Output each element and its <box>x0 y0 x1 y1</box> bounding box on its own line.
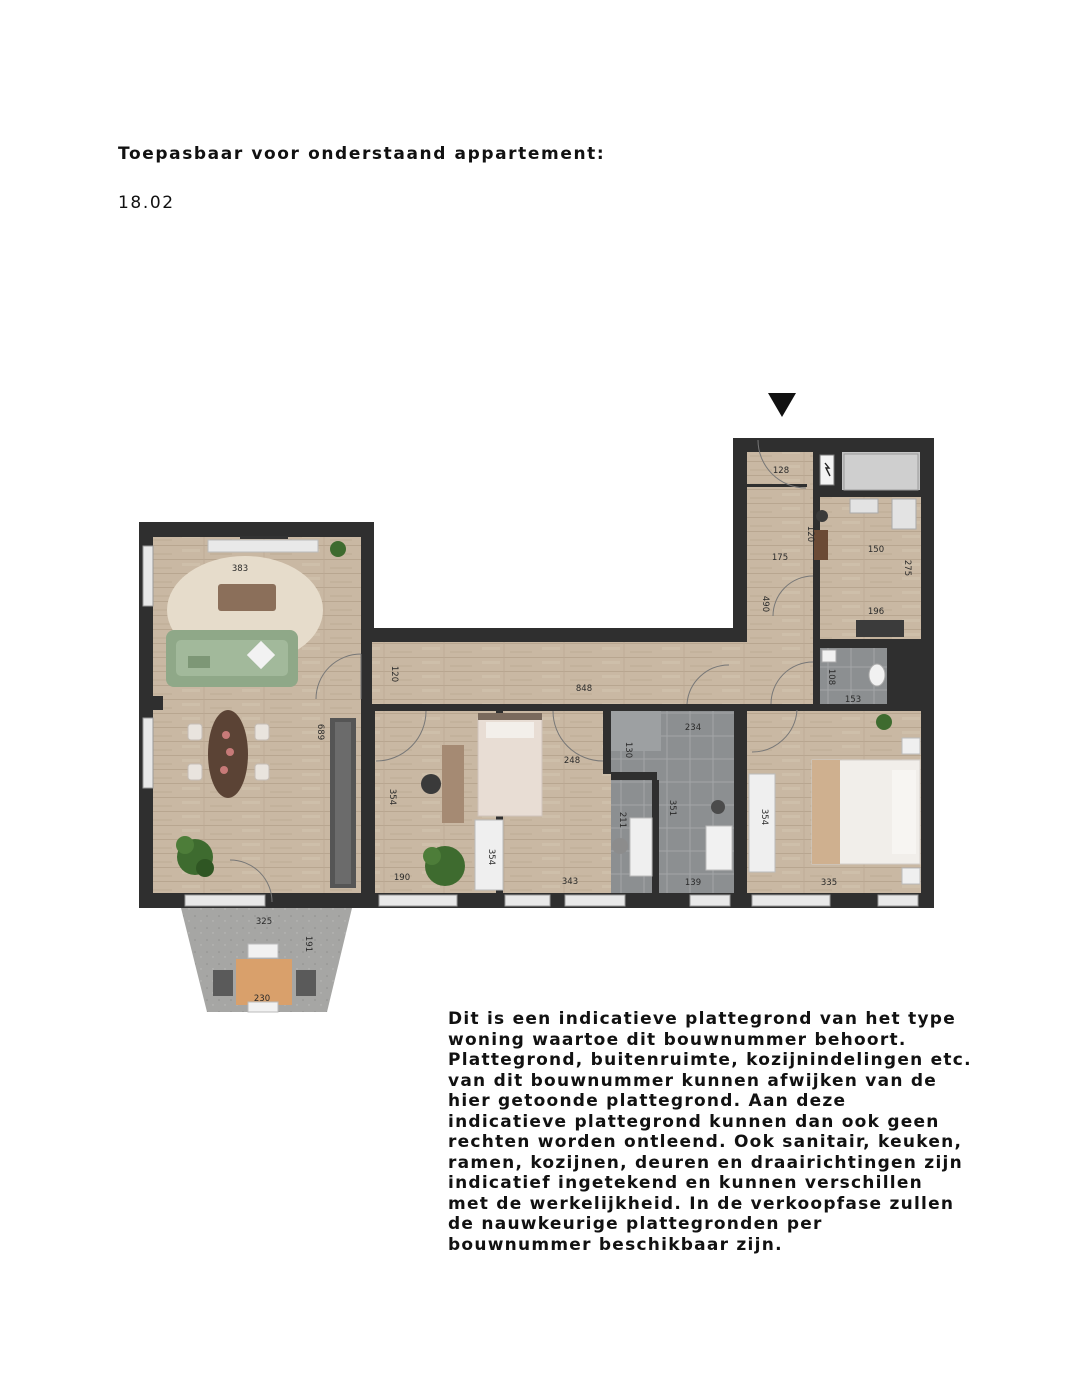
desk-chair <box>421 774 441 794</box>
toilet-bowl <box>869 664 885 686</box>
disclaimer-line: van dit bouwnummer kunnen afwijken van de <box>448 1070 938 1091</box>
shower <box>611 711 661 751</box>
entrance-arrow-icon <box>768 393 796 417</box>
boiler <box>856 620 904 637</box>
nightstand-bottom <box>902 868 920 884</box>
utility-unit <box>844 454 918 490</box>
bath-vanity <box>706 826 732 870</box>
dim-hall-depth: 120 <box>389 665 399 683</box>
bed-2-pillows <box>486 722 534 738</box>
dim-bedroom1-width: 335 <box>820 878 838 888</box>
dim-storage-depth: 275 <box>902 559 912 577</box>
dim-bedroom2-width: 343 <box>561 877 579 887</box>
washer <box>892 499 916 529</box>
nightstand-top <box>902 738 920 754</box>
disclaimer-line: bouwnummer beschikbaar zijn. <box>448 1234 783 1255</box>
dim-storage-width: 150 <box>867 545 885 555</box>
disclaimer-line: indicatief ingetekend en kunnen verschillen <box>448 1173 923 1193</box>
dim-bedroom2-depth: 211 <box>617 811 627 829</box>
disclaimer-line: woning waartoe dit bouwnummer behoort. <box>448 1029 907 1050</box>
disclaimer-line: Plattegrond, buitenruimte, kozijnindelingen etc. <box>448 1050 972 1070</box>
dim-toilet-depth: 108 <box>826 668 836 686</box>
tv <box>240 536 288 539</box>
chair-2 <box>612 838 628 854</box>
dim-meter-depth: 120 <box>805 525 815 543</box>
bed-1-throw <box>812 760 840 864</box>
disclaimer-line: de nauwkeurige plattegronden per <box>448 1214 823 1234</box>
dim-bathroom-width: 234 <box>684 723 702 733</box>
dim-entrance-depth: 490 <box>760 595 770 613</box>
dim-balcony-width: 325 <box>255 917 273 927</box>
toilet-basin <box>822 650 836 662</box>
dim-storage-lower: 196 <box>867 607 885 617</box>
coffee-table <box>218 584 276 611</box>
plant-bedroom <box>876 714 892 730</box>
dim-living-width: 383 <box>231 564 249 574</box>
dim-bathroom-bottom: 139 <box>684 878 702 888</box>
dim-balcony-bottom: 230 <box>253 994 271 1004</box>
dim-bedroom2-wardrobe: 354 <box>486 848 496 866</box>
dim-bedroom2-top: 248 <box>563 756 581 766</box>
dim-balcony-depth: 191 <box>303 935 313 953</box>
kitchen-worktop <box>335 722 351 884</box>
storage-shelf <box>850 499 878 513</box>
dim-study-depth: 354 <box>387 788 397 806</box>
desk-2 <box>630 818 652 876</box>
coat-stand <box>814 530 828 560</box>
dim-bathroom-recess: 130 <box>623 741 633 759</box>
disclaimer-line: ramen, kozijnen, deuren en draairichtingen zijn <box>448 1152 963 1173</box>
meter-cupboard-icon <box>820 455 834 485</box>
dim-bedroom1-depth: 354 <box>759 808 769 826</box>
hall-floor <box>372 642 813 704</box>
disclaimer-line: indicatieve plattegrond kunnen dan ook geen <box>448 1111 940 1132</box>
dim-meter-width: 128 <box>772 466 790 476</box>
desk <box>442 745 464 823</box>
heading: Toepasbaar voor onderstaand appartement: <box>118 144 606 164</box>
bath-plant <box>711 800 725 814</box>
disclaimer <box>448 1009 1048 1255</box>
dim-toilet-width: 153 <box>844 695 862 705</box>
tv-cabinet <box>208 540 318 552</box>
sofa-cushion-2 <box>188 656 210 668</box>
dim-living-depth: 689 <box>315 723 325 741</box>
dim-bathroom-depth: 351 <box>667 799 677 817</box>
bed-1-pillows <box>892 770 916 854</box>
disclaimer-line: rechten worden ontleend. Ook sanitair, keuken, <box>448 1132 963 1152</box>
entrance-floor <box>747 452 813 704</box>
bed-2-headboard <box>478 713 542 720</box>
disclaimer-line: met de werkelijkheid. In de verkoopfase zullen <box>448 1193 955 1214</box>
disclaimer-line: hier getoonde plattegrond. Aan deze <box>448 1091 847 1111</box>
dim-study-width: 190 <box>393 873 411 883</box>
dim-hall-width: 848 <box>575 684 593 694</box>
disclaimer-line: Dit is een indicatieve plattegrond van het type <box>448 1009 956 1029</box>
entrance-plant <box>816 510 828 522</box>
unit-number: 18.02 <box>118 193 175 213</box>
floor-plan <box>0 380 1080 1040</box>
dim-entrance-width: 175 <box>771 553 789 563</box>
